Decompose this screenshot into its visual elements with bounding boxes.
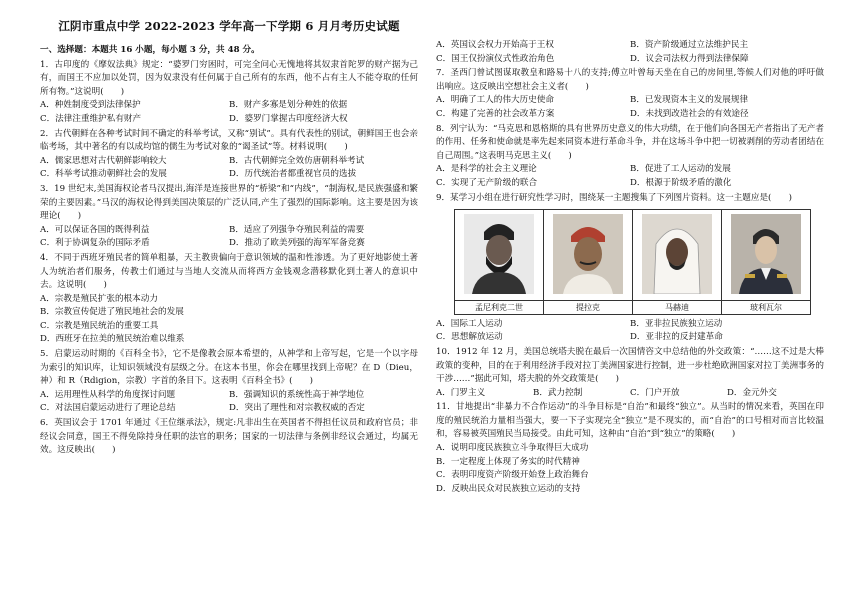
- left-question-list: [40, 59, 418, 458]
- option-b[interactable]: B．资产阶级通过立法维护民主: [630, 40, 749, 50]
- question-block: [436, 346, 824, 400]
- portrait-mahdi-image: [642, 214, 712, 294]
- option-d[interactable]: D．历代统治者都重视官员的选拔: [229, 169, 357, 180]
- portrait-menelik-cell: [455, 210, 544, 301]
- portrait-tilak-image: [553, 214, 623, 294]
- option-group: [40, 389, 418, 416]
- option-b[interactable]: B．适应了列强争夺殖民利益的需要: [229, 224, 365, 235]
- question-stem: 3．19 世纪末,美国海权论者马汉提出,海洋是连接世界的“桥梁”和“内线”，“制海权,是民族强盛和繁荣的主要因素。”马汉的海权论得到美国决策层的广泛认同,产生了强烈的国际影响。这主要是因为该理论( ): [40, 183, 418, 222]
- option-a[interactable]: A．英国议会权力开始高于王权: [436, 40, 554, 50]
- option-c[interactable]: C．利于协调复杂的国际矛盾: [40, 238, 150, 249]
- caption-menelik: 孟尼利克二世: [455, 300, 544, 314]
- portrait-bolivar-cell: [722, 210, 811, 301]
- question-block: [40, 348, 418, 416]
- question-stem: 9．某学习小组在进行研究性学习时，围绕某一主题搜集了下列图片资料。这一主题应是( ): [436, 192, 792, 203]
- question-block: [436, 192, 824, 345]
- option-d[interactable]: D．根源于阶级矛盾的激化: [630, 177, 732, 188]
- option-c[interactable]: C．宗教是殖民统治的重要工具: [40, 320, 159, 331]
- option-group: [436, 163, 824, 190]
- option-c[interactable]: C．实现了无产阶级的联合: [436, 177, 538, 188]
- option-b[interactable]: B．促进了工人运动的发展: [630, 164, 731, 175]
- portrait-table: [454, 209, 811, 315]
- exam-title: 江阴市重点中学 2022-2023 学年高一下学期 6 月月考历史试题: [58, 19, 400, 33]
- option-a[interactable]: A．国际工人运动: [436, 318, 503, 329]
- question-block: [40, 59, 418, 127]
- option-d[interactable]: D．反映出民众对民族独立运动的支持: [436, 483, 581, 494]
- option-d[interactable]: D．婆罗门掌握古印度经济大权: [229, 113, 348, 124]
- option-d[interactable]: D．议会司法权力得到法律保障: [630, 53, 749, 64]
- option-b[interactable]: B．古代朝鲜完全效仿唐朝科举考试: [229, 155, 365, 166]
- option-b[interactable]: B．已发现资本主义的发展规律: [630, 95, 749, 106]
- question-stem: 5．启蒙运动时期的《百科全书》，它不是像教会原本希望的，从神学和上帝写起，它是一个以字母为索引的知识库，让知识领域没有层级之分。在这本书里，你会在哪里找到上帝呢？在 D（Dieu，神）和 R（Rdigion，宗教）字首的条目下。这表明《百科全书》( ): [40, 349, 418, 387]
- option-group: [436, 442, 824, 496]
- option-c[interactable]: C．门户开放: [630, 387, 680, 398]
- caption-tilak: 提拉克: [544, 300, 633, 314]
- option-b[interactable]: B．宗教宣传促进了殖民地社会的发展: [40, 307, 184, 318]
- question-stem: 4．不同于西班牙殖民者的简单粗暴，天主教贵偏向于意识领域的温和性渗透。为了更好地影使土著人为统治者们服务，传教士们通过与当地人交流从而将西方金钱观念潜移默化到土著人的意识中去。这说明( ): [40, 252, 418, 291]
- option-group: [436, 39, 824, 66]
- question-stem: 2．古代朝鲜在各种考试时间不确定的科举考试，又称“别试”。具有代表性的别试，朝鲜国王也会亲临考场，其中著名的有以成均馆的儒生为考试对象的“谒圣试”等。材料说明( ): [40, 128, 418, 153]
- option-group: [436, 318, 824, 345]
- question-stem: 10．1912 年 12 月，美国总统塔夫脱在最后一次国情咨文中总结他的外交政策：“……这不过是大棒政策的变种，目的在于利用经济手段对拉丁美洲国家进行控制，进一步杜绝欧洲国家对拉丁美洲事务的干涉……”据此可知，塔夫脱的外交政策是( ): [436, 346, 824, 385]
- question-stem: 1．古印度的《摩奴法典》规定：“婆罗门穷困时，可完全问心无愧地将其奴隶首陀罗的财产据为己有，而国王不应加以处罚，因为奴隶没有任何属于自己所有的东西，他不占有主人不能夺取的任何所有物。”这说明( ): [40, 59, 418, 97]
- option-group: [436, 387, 824, 401]
- option-a[interactable]: A．可以保证各国的既得利益: [40, 224, 150, 235]
- question-block: [40, 252, 418, 347]
- option-d[interactable]: D．突出了理性和对宗教权威的否定: [229, 403, 365, 414]
- caption-mahdi: 马赫迪: [633, 300, 722, 314]
- question-stem: 7．圣西门曾试图谋取教皇和路易十八的支持;傅立叶曾每天坐在自己的房间里,等候人们对他的呼吁做出响应。这反映出空想社会主义者( ): [436, 68, 824, 92]
- option-d[interactable]: D．推动了欧美列强的海军军备竞赛: [229, 238, 365, 249]
- caption-bolivar: 玻利瓦尔: [722, 300, 811, 314]
- option-a[interactable]: A．门罗主义: [436, 387, 486, 398]
- option-group: [40, 155, 418, 182]
- question-block: [40, 128, 418, 182]
- option-d[interactable]: D．金元外交: [727, 387, 777, 398]
- option-group: [40, 293, 418, 347]
- option-c[interactable]: C．思想解放运动: [436, 332, 503, 343]
- option-d[interactable]: D．亚非拉的反封建革命: [630, 332, 723, 343]
- question-block: [40, 417, 418, 458]
- question-block: [436, 39, 824, 66]
- portrait-menelik-image: [464, 214, 534, 294]
- option-c[interactable]: C．表明印度资产阶级开始登上政治舞台: [436, 470, 589, 481]
- question-block: [40, 183, 418, 251]
- portrait-bolivar-image: [731, 214, 801, 294]
- option-b[interactable]: B．武力控制: [533, 387, 583, 398]
- question-block: [436, 401, 824, 496]
- option-a[interactable]: A．说明印度民族独立斗争取得巨大成功: [436, 443, 589, 454]
- option-a[interactable]: A．宗教是殖民扩张的根本动力: [40, 293, 158, 304]
- question-stem: 11．甘地提出“非暴力不合作运动”的斗争目标是“自治”和最终“独立”。从当时的情况来看，英国在印度的殖民统治力量相当强大，要一下子实现完全“独立”是不现实的，而“自治”的口号相对而言比较温和，容易被英国殖民当局接受。由此可知，这种由“自治”到“独立”的策略( ): [436, 402, 824, 440]
- portrait-tilak-cell: [544, 210, 633, 301]
- question-block: [436, 67, 824, 121]
- section-heading: 一、选择题：本题共 16 小题，每小题 3 分，共 48 分。: [40, 45, 260, 55]
- option-group: [40, 224, 418, 251]
- option-c[interactable]: C．科举考试推动朝鲜社会的发展: [40, 169, 167, 180]
- option-d[interactable]: D．未找到改造社会的有效途径: [630, 108, 749, 119]
- portrait-mahdi-cell: [633, 210, 722, 301]
- option-c[interactable]: C．国王仅扮演仪式性政治角色: [436, 53, 555, 64]
- question-stem: 8．列宁认为：“马克思和恩格斯的具有世界历史意义的伟大功绩，在于他们向各国无产者指出了无产者的作用、任务和使命就是率先起来同资本进行革命斗争，并在这场斗争中把一切被剥削的劳动者团结在自己周围。”这表明马克思主义( ): [436, 123, 824, 161]
- right-question-list: [436, 39, 824, 496]
- option-b[interactable]: B．强调知识的系统性高于神学地位: [229, 389, 365, 400]
- option-a[interactable]: A．明确了工人的伟大历史使命: [436, 95, 554, 106]
- option-c[interactable]: C．法律注重维护私有财产: [40, 113, 142, 124]
- option-b[interactable]: B．财产多寡是划分种姓的依据: [229, 100, 348, 111]
- option-a[interactable]: A．种姓制度受到法律保护: [40, 100, 141, 111]
- option-a[interactable]: A．儒家思想对古代朝鲜影响较大: [40, 155, 167, 166]
- option-group: [40, 99, 418, 126]
- option-a[interactable]: A．运用理性从科学的角度探讨问题: [40, 389, 176, 400]
- question-stem: 6．英国议会于 1701 年通过《王位继承法》，规定:凡非出生在英国者不得担任议员和政府官员；非经议会同意，国王不得免除持身任职的法官的职务；国家的一切法律与条例非经议会通过，均属无效。这反映出( ): [40, 418, 418, 456]
- option-c[interactable]: C．对法国启蒙运动进行了理论总结: [40, 403, 176, 414]
- option-b[interactable]: B．亚非拉民族独立运动: [630, 318, 723, 329]
- option-c[interactable]: C．构建了完善的社会改革方案: [436, 108, 555, 119]
- option-d[interactable]: D．西班牙在拉美的殖民统治难以维系: [40, 334, 185, 345]
- option-group: [436, 94, 824, 121]
- question-block: [436, 123, 824, 191]
- option-b[interactable]: B．一定程度上体现了务实的时代精神: [436, 456, 580, 467]
- right-column: [436, 38, 824, 496]
- option-a[interactable]: A．是科学的社会主义理论: [436, 164, 537, 175]
- left-column: [40, 44, 418, 458]
